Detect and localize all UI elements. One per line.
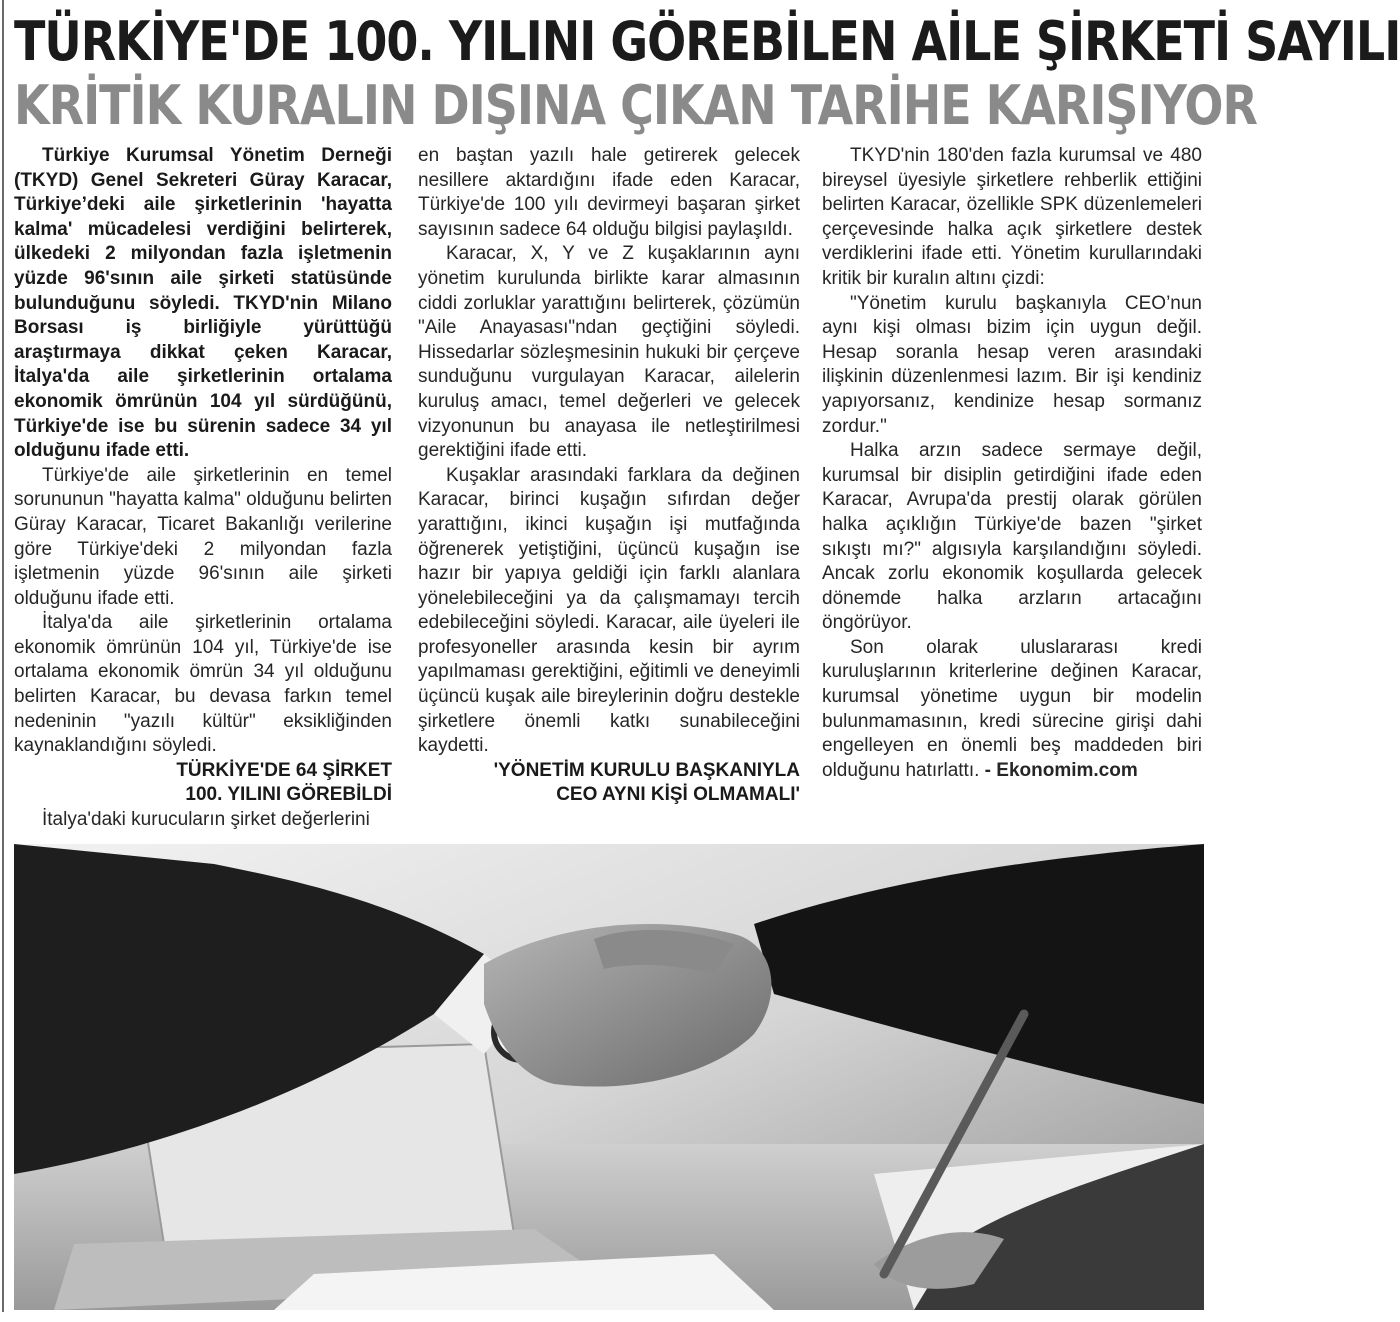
- body-paragraph: [822, 636, 1202, 784]
- article-column-3: [822, 144, 1202, 783]
- body-paragraph: TKYD'nin 180'den fazla kurumsal ve 480 bireysel üyesiyle şirketlere rehberlik ettiğini belirten Karacar, özellikle SPK düzenlemeleri çerçevesinde halka açık şirketlere destek verdiklerini ifade etti. Yönetim kurullarındaki kritik bir kuralın altını çizdi:: [822, 145, 1202, 289]
- lead-paragraph: Türkiye Kurumsal Yönetim Derneği (TKYD) Genel Sekreteri Güray Karacar, Türkiye’deki aile şirketlerinin 'hayatta kalma' mücadelesi verdiğini belirterek, ülkedeki 2 milyondan fazla işletmenin yüzde 96'sının aile şirketi statüsünde bulunduğunu söyledi. TKYD'nin Milano Borsası iş birliğiyle yürüttüğü araştırmaya dikkat çeken Karacar, İtalya'da aile şirketlerinin ortalama ekonomik ömrünün 104 yıl sürdüğünü, Türkiye'de ise bu sürenin sadece 34 yıl olduğunu ifade etti.: [14, 145, 392, 462]
- subheading-line: TÜRKİYE'DE 64 ŞİRKET: [176, 759, 392, 781]
- body-paragraph: İtalya'da aile şirketlerinin ortalama ekonomik ömrünün 104 yıl, Türkiye'de ise ortalama ekonomik ömrün 34 yıl olduğunu belirten Karacar, bu devasa farkın temel nedeninin "yazılı kültür" eksikliğinden kaynaklandığını söyledi.: [14, 612, 392, 757]
- subheading-1: [14, 759, 392, 808]
- handshake-photo: [14, 844, 1204, 1310]
- article-column-1: [14, 144, 392, 833]
- subheading-line: CEO AYNI KİŞİ OLMAMALI': [556, 784, 800, 806]
- page-edge-rule: [2, 0, 4, 1312]
- subheading-2: [418, 759, 800, 808]
- handshake-illustration: [14, 844, 1204, 1310]
- headline-line-1: TÜRKİYE'DE 100. YILINI GÖREBİLEN AİLE ŞİRKETİ SAYILI: [14, 9, 1400, 74]
- headline-line-2: KRİTİK KURALIN DIŞINA ÇIKAN TARİHE KARIŞIYOR: [14, 73, 1257, 137]
- body-paragraph: Karacar, X, Y ve Z kuşaklarının aynı yönetim kurulunda birlikte karar almasının ciddi zorluklar yarattığını belirterek, çözümün "Aile Anayasası"ndan geçtiğini söyledi. Hissedarlar sözleşmesinin hukuki bir çerçeve sunduğunu vurgulayan Karacar, ailelerin kuruluş amacı, temel değerleri ve gelecek vizyonunun bu anayasa ile netleştirilmesi gerektiğini ifade etti.: [418, 243, 800, 462]
- closing-text: Son olarak uluslararası kredi kuruluşlarının kriterlerine değinen Karacar, kurumsal yönetime uygun bir modelin bulunmamasının, kredi sürecine girişi dahi engelleyen en önemli beş maddeden biri olduğunu hatırlattı.: [822, 636, 1202, 781]
- body-paragraph: Türkiye'de aile şirketlerinin en temel sorununun "hayatta kalma" olduğunu belirten Güray Karacar, Ticaret Bakanlığı verilerine göre Türkiye'deki 2 milyondan fazla işletmenin yüzde 96'sının aile şirketi olduğunu ifade etti.: [14, 464, 392, 609]
- body-paragraph: İtalya'daki kurucuların şirket değerlerini: [42, 809, 370, 831]
- body-paragraph: Halka arzın sadece sermaye değil, kurumsal bir disiplin getirdiğini ifade eden Karacar, Avrupa'da prestij olarak görülen halka açıklığın Türkiye'de bazen "şirket sıkıştı mı?" algısıyla karşılandığını söyledi. Ancak zorlu ekonomik koşullarda gelecek dönemde halka arzların artacağını öngörüyor.: [822, 440, 1202, 634]
- quote-paragraph: "Yönetim kurulu başkanıyla CEO’nun aynı kişi olması bizim için uygun değil. Hesap soranla hesap veren arasındaki ilişkinin düzenlenmesi lazım. Bir işi kendiniz yapıyorsanız, kendinize hesap sormanız zordur.": [822, 292, 1202, 437]
- subheading-line: 'YÖNETİM KURULU BAŞKANIYLA: [493, 759, 800, 781]
- subheading-line: 100. YILINI GÖREBİLDİ: [185, 784, 392, 806]
- body-paragraph: Kuşaklar arasındaki farklara da değinen Karacar, birinci kuşağın sıfırdan değer yarattığını, ikinci kuşağın işi mutfağında öğrenerek yetiştiğini, üçüncü kuşağın ise hazır bir yapıya geldiği için farklı alanlara yönelebileceğini ya da çalışmamayı tercih edebileceğini söyledi. Karacar, aile üyeleri ile profesyoneller arasında kesin bir ayrım yapılmaması gerektiğini, eğitimli ve deneyimli üçüncü kuşak aile bireylerinin doğru destekle şirketlere önemli katkı sunabileceğini kaydetti.: [418, 464, 800, 757]
- body-paragraph-continued: en baştan yazılı hale getirerek gelecek nesillere aktardığını ifade eden Karacar, Türkiye'de 100 yılı devirmeyi başaran şirket sayısının sadece 64 olduğu bilgisi paylaşıldı.: [418, 145, 800, 240]
- source-credit: - Ekonomim.com: [984, 759, 1138, 781]
- article-column-2: [418, 144, 800, 808]
